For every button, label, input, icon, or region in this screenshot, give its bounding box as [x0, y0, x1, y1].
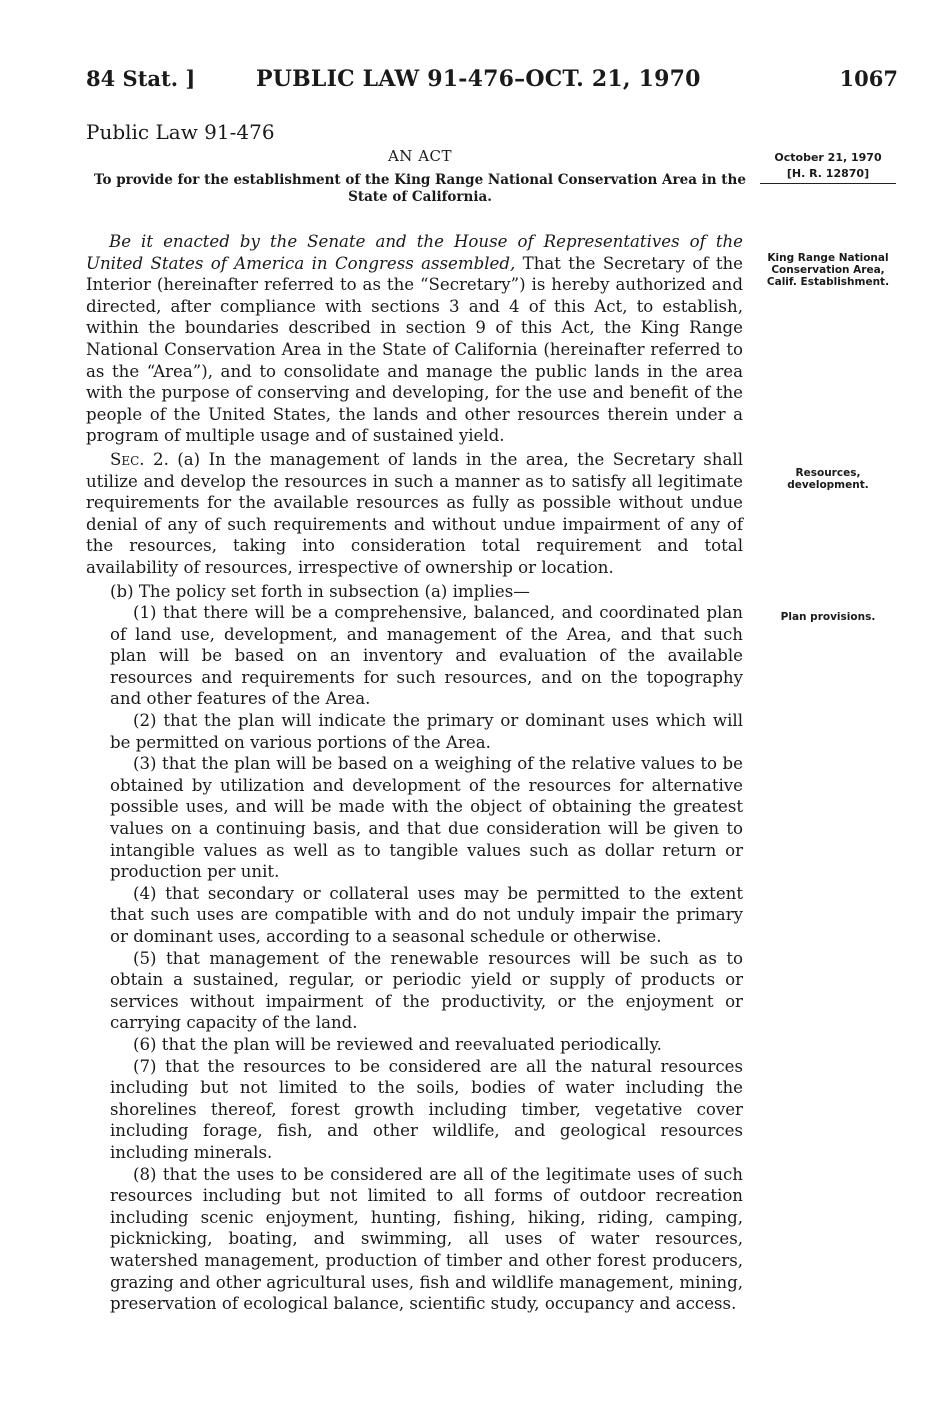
- bill-number: [H. R. 12870]: [760, 166, 896, 184]
- plan-item-8: (8) that the uses to be considered are all of the legitimate uses of such resources including but not limited to all forms of outdoor recreation including scenic enjoyment, hunting, fishing, hiking, riding, camping, picknicking, boating, and swimming, all uses of water resources, watershed management, production of timber and other forest producers, grazing and other agricultural uses, fish and wildlife management, mining, preservation of ecological balance, scientific study, occupancy and access.: [110, 1164, 743, 1314]
- margin-note-resources: Resources, development.: [787, 467, 869, 491]
- enactment-date: October 21, 1970: [774, 151, 882, 164]
- plan-item-5: (5) that management of the renewable resources will be such as to obtain a sustained, regular, or periodic yield or supply of products or services without impairment of the productivity, or the enjoyment or carrying capacity of the land.: [110, 948, 743, 1033]
- plan-item-1: (1) that there will be a comprehensive, balanced, and coordinated plan of land use, development, and management of the Area, and that such plan will be based on an inventory and evaluation of the available resources and requirements for such resources, and on the topography and other features of the Area.: [110, 603, 743, 709]
- margin-note-establishment: King Range National Conservation Area, Calif. Establishment.: [766, 252, 890, 288]
- plan-item-2: (2) that the plan will indicate the primary or dominant uses which will be permitted on various portions of the Area.: [110, 711, 743, 752]
- section-2b: (b) The policy set forth in subsection (a) implies—: [110, 581, 530, 601]
- act-heading: AN ACT: [387, 147, 453, 165]
- plan-item-7: (7) that the resources to be considered are all the natural resources including but not limited to the soils, bodies of water including the shorelines thereof, forest growth including timber, vegetative cover including forage, fish, and other wildlife, and geological resources including minerals.: [110, 1056, 743, 1162]
- plan-item-6: (6) that the plan will be reviewed and reevaluated periodically.: [133, 1034, 662, 1054]
- running-header: [86, 66, 898, 96]
- section-2-label: Sec. 2.: [110, 449, 169, 469]
- header-title: PUBLIC LAW 91-476–OCT. 21, 1970: [256, 66, 701, 92]
- act-purpose: To provide for the establishment of the King Range National Conservation Area in the State of California.: [94, 172, 746, 205]
- margin-note-plan: Plan provisions.: [780, 611, 876, 623]
- plan-item-3: (3) that the plan will be based on a weighing of the relative values to be obtained by utilization and development of the resources for alternative possible uses, and will be made with the object of obtaining the greatest values on a continuing basis, and that due consideration will be given to intangible values as well as to tangible values such as dollar return or production per unit.: [110, 754, 743, 882]
- plan-item-4: (4) that secondary or collateral uses may be permitted to the extent that such uses are compatible with and do not unduly impair the primary or dominant uses, according to a seasonal schedule or otherwise.: [110, 883, 743, 946]
- section-1-text: That the Secretary of the Interior (hereinafter referred to as the “Secretary”) is hereby authorized and directed, after compliance with sections 3 and 4 of this Act, to establish, within the boundaries described in section 9 of this Act, the King Range National Conservation Area in the State of California (hereinafter referred to as the “Area”), and to consolidate and manage the public lands in the area with the purpose of conserving and developing, for the use and benefit of the people of the United States, the lands and other resources therein under a program of multiple usage and of sustained yield.: [86, 253, 744, 446]
- page-number: 1067: [839, 66, 898, 91]
- margin-date-block: [760, 150, 896, 184]
- enacting-clause: Be it enacted by the Senate and the House of Representatives of the United States of America in Congress assembled,: [86, 232, 743, 273]
- law-title: Public Law 91-476: [86, 120, 275, 144]
- section-2a-text: (a) In the management of lands in the area, the Secretary shall utilize and develop the resources in such a manner as to satisfy all legitimate requirements for the available resources as fully as possible without undue denial of any of such requirements and without undue impairment of any of the resources, taking into consideration total requirement and total availability of resources, irrespective of ownership or location.: [86, 449, 743, 577]
- section-2a: [86, 449, 743, 579]
- act-body: [86, 231, 743, 1315]
- statute-volume: 84 Stat. ]: [86, 66, 196, 91]
- section-1: [86, 231, 743, 447]
